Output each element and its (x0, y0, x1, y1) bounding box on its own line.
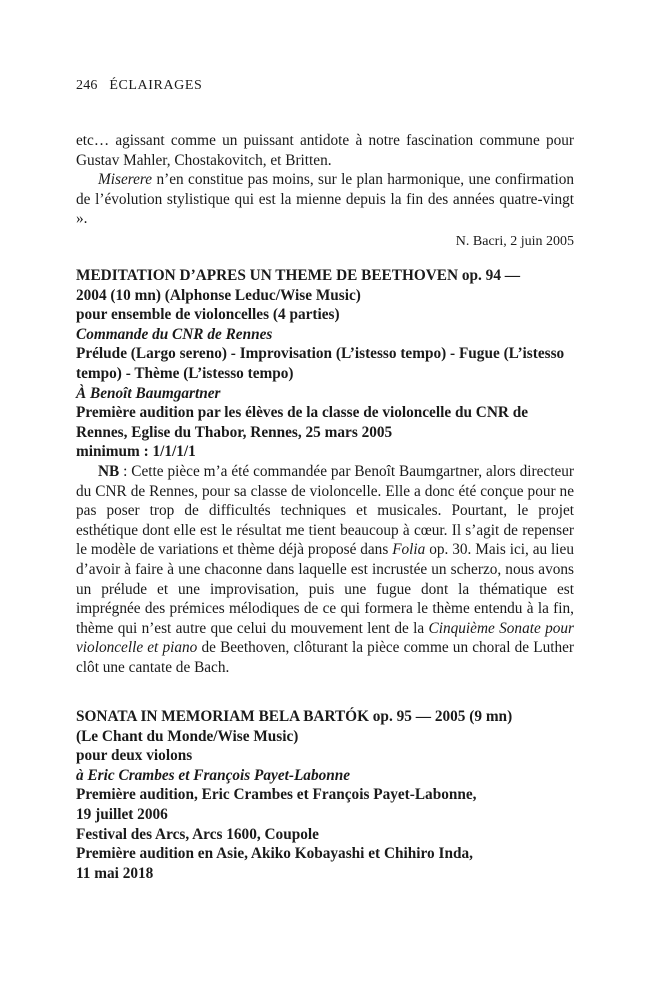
entry1-premiere: Première audition par les élèves de la classe de violoncelle du CNR de Rennes, Eglise du Thabor, Rennes, 25 mars 2005 (76, 404, 529, 441)
entry2-asia-line1: Première audition en Asie, Akiko Kobayashi et Chihiro Inda, (76, 845, 473, 863)
entry2-premiere-line1: Première audition, Eric Crambes et François Payet-Labonne, (76, 786, 477, 804)
intro-paragraph-2 (76, 170, 574, 229)
entry1-note (76, 462, 574, 678)
signature: N. Bacri, 2 juin 2005 (455, 233, 574, 249)
nb-text-c: de Beethoven, clôturant la pièce comme un choral de Luther clôt une cantate de Bach. (76, 639, 574, 676)
entry1-movements: Prélude (Largo sereno) - Improvisation (L’istesso tempo) - Fugue (L’istesso tempo) - Thème (L’istesso tempo) (76, 345, 565, 382)
nb-text-a: : Cette pièce m’a été commandée par Benoît Baumgartner, alors directeur du CNR de Rennes, pour sa classe de violoncelle. Elle a donc été conçue pour ne pas poser trop de difficultés techniques et musicales. Pourtant, le projet esthétique dont elle est le résultat me tient beaucoup à cœur. Il s’agit de repenser le modèle de variations et thème déjà proposé dans (76, 462, 574, 559)
entry1-dedication: À Benoît Baumgartner (76, 384, 221, 402)
entry1-minimum: minimum : 1/1/1/1 (76, 443, 196, 461)
entry1-title-line2: 2004 (10 mn) (Alphonse Leduc/Wise Music) (76, 286, 361, 304)
folia-title: Folia (392, 541, 426, 559)
intro-paragraph-1: etc… agissant comme un puissant antidote à notre fascination commune pour Gustav Mahler, Chostakovitch, et Britten. (76, 132, 574, 169)
intro-block (76, 131, 574, 252)
entry-sonata (76, 707, 574, 883)
entry2-title-line2: (Le Chant du Monde/Wise Music) (76, 727, 299, 745)
running-title: ÉCLAIRAGES (109, 78, 203, 93)
sonate-title: Cinquième Sonate pour violoncelle et piano (76, 619, 574, 657)
entry1-commission: Commande du CNR de Rennes (76, 325, 273, 343)
page-number: 246 (76, 78, 98, 93)
nb-text-b: op. 30. Mais ici, au lieu d’avoir à faire à une chaconne dans laquelle est incrustée un scherzo, nous avons un prélude et une improvisation, puis une fugue dont la thématique est imprégnée des prémices mélodiques de ce qui formera le thème entendu à la fin, thème qui n’est autre que celui du mouvement lent de la (76, 541, 574, 637)
entry1-scoring: pour ensemble de violoncelles (4 parties) (76, 306, 340, 324)
entry2-premiere-line2: 19 juillet 2006 (76, 805, 168, 823)
intro-paragraph-2-text: n’en constitue pas moins, sur le plan harmonique, une confirmation de l’évolution stylistique qui est la mienne depuis la fin des années quatre-vingt ». (76, 171, 574, 228)
entry2-dedication: à Eric Crambes et François Payet-Labonne (76, 766, 351, 784)
entry2-asia-line2: 11 mai 2018 (76, 864, 154, 882)
entry1-title-line1: MEDITATION D’APRES UN THEME DE BEETHOVEN op. 94 — (76, 267, 521, 284)
entry2-scoring: pour deux violons (76, 747, 193, 765)
running-header (76, 78, 202, 94)
entry2-festival: Festival des Arcs, Arcs 1600, Coupole (76, 825, 319, 843)
entry2-title-line1: SONATA IN MEMORIAM BELA BARTÓK op. 95 — 2005 (9 mn) (76, 708, 513, 725)
entry-meditation (76, 266, 574, 677)
miserere-title: Miserere (98, 171, 153, 189)
nb-label: NB (98, 462, 120, 480)
